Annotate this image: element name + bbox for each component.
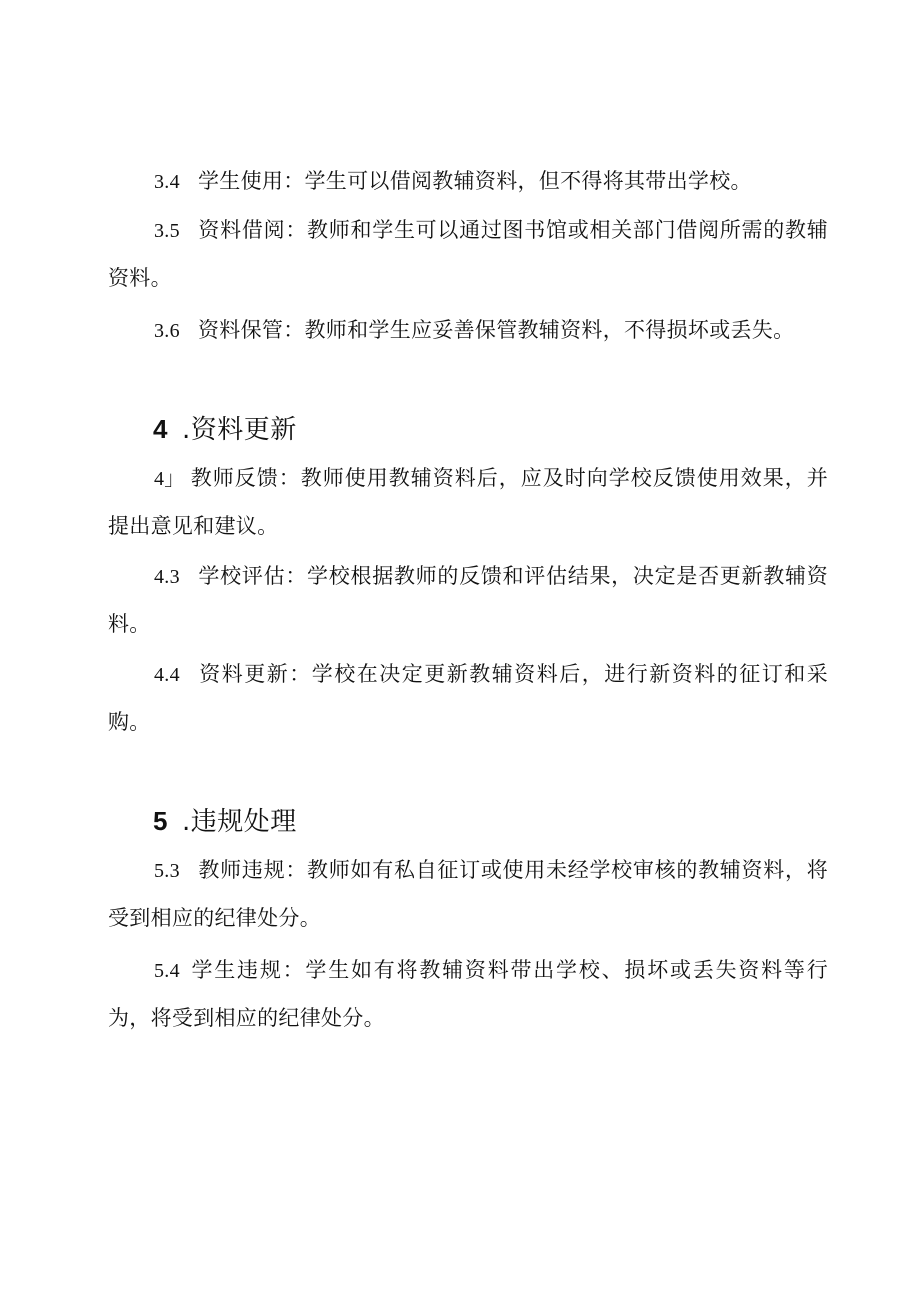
item-text: 资料借阅：教师和学生可以通过图书馆或相关部门借阅所需的教辅资料。 (108, 218, 828, 290)
section-title: .资料更新 (181, 415, 297, 445)
item-number: 5.4 (154, 960, 180, 982)
item-text: 教师反馈：教师使用教辅资料后，应及时向学校反馈使用效果，并提出意见和建议。 (108, 466, 828, 538)
item-text: 学生使用：学生可以借阅教辅资料，但不得将其带出学校。 (198, 169, 752, 193)
section-title: .违规处理 (181, 807, 297, 837)
paragraph-4-3 (108, 553, 828, 648)
section-number: 5 (153, 806, 168, 836)
item-number: 3.6 (154, 320, 180, 342)
item-number: 4.3 (154, 566, 180, 588)
paragraph-4-1 (108, 455, 828, 550)
item-text: 学生违规：学生如有将教辅资料带出学校、损坏或丢失资料等行为，将受到相应的纪律处分。 (108, 958, 828, 1030)
paragraph-5-4 (108, 947, 828, 1042)
item-text: 资料保管：教师和学生应妥善保管教辅资料，不得损坏或丢失。 (198, 318, 795, 342)
section-heading-5 (153, 801, 297, 842)
paragraph-3-4 (108, 158, 828, 206)
item-number: 3.4 (154, 171, 180, 193)
item-number: 3.5 (154, 220, 180, 242)
paragraph-4-4 (108, 651, 828, 746)
section-heading-4 (153, 409, 297, 450)
paragraph-3-6 (108, 307, 828, 355)
paragraph-5-3 (108, 847, 828, 942)
section-number: 4 (153, 414, 168, 444)
item-number: 4」 (154, 468, 185, 490)
item-number: 4.4 (154, 664, 180, 686)
item-number: 5.3 (154, 860, 180, 882)
paragraph-3-5 (108, 207, 828, 302)
item-text: 教师违规：教师如有私自征订或使用未经学校审核的教辅资料，将受到相应的纪律处分。 (108, 858, 828, 930)
item-text: 学校评估：学校根据教师的反馈和评估结果，决定是否更新教辅资料。 (108, 564, 828, 636)
item-text: 资料更新：学校在决定更新教辅资料后，进行新资料的征订和采购。 (108, 662, 828, 734)
